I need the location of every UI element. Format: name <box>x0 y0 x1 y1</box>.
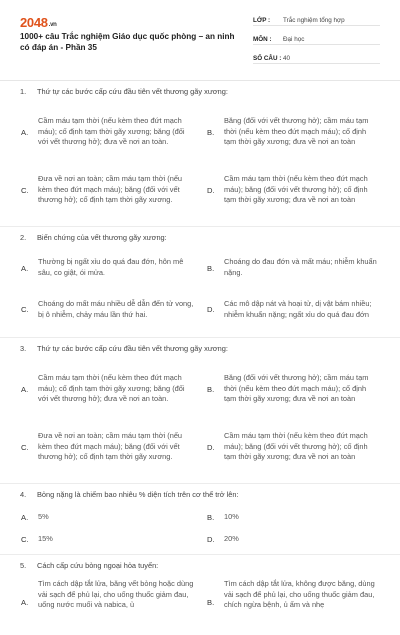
option-text: Cầm máu tạm thời (nếu kèm theo đứt mạch máu); băng (đối với vết thương hở); cố định tạm thời gãy xương; đưa về nơi an toàn <box>224 430 368 462</box>
option-text: Cầm máu tạm thời (nếu kèm theo đứt mạch máu); cố định tạm thời gãy xương; băng (đối với vết thương hở); đưa về nơi an toàn. <box>38 115 185 147</box>
option-text: 5% <box>38 511 49 521</box>
meta-label: LỚP : <box>253 16 271 24</box>
question-number: 4. <box>20 490 27 499</box>
option-text: Tìm cách dập tắt lửa, không được băng, dùng vải sạch để phủ lại, cho uống thuốc giảm đau, chích ngừa bệnh, ủ ấm và nhẹ <box>224 579 375 610</box>
option-text: Băng (đối với vết thương hở); cầm máu tạm thời (nếu kèm theo đứt mạch máu); cố định tạm thời gãy xương; đưa về nơi an toàn <box>224 115 369 147</box>
option-letter: A. <box>21 512 29 522</box>
option-text: Thường bị ngất xỉu do quá đau đớn, hôn mê sâu, co giật, ói mửa. <box>38 257 184 277</box>
question-text: Thứ tự các bước cấp cứu đầu tiên vết thương gãy xương: <box>37 87 228 96</box>
option-text: Cầm máu tạm thời (nếu kèm theo đứt mạch máu); băng (đối với vết thương hở); cố định tạm thời gãy xương; đưa về nơi an toàn <box>224 173 368 205</box>
question-4 <box>0 484 400 555</box>
option-text: Tìm cách dập tắt lửa, băng vết bỏng hoặc dùng vải sạch để phủ lại, cho uống thuốc giảm đau, uống nước muối và nabica, ủ <box>38 579 194 610</box>
option-a[interactable] <box>20 249 194 287</box>
question-2 <box>0 227 400 338</box>
question-3 <box>0 338 400 484</box>
question-number: 2. <box>20 233 27 242</box>
meta-value: Trắc nghiệm tổng hợp <box>283 16 345 24</box>
option-b[interactable] <box>206 249 380 287</box>
option-b[interactable] <box>206 577 380 635</box>
option-letter: B. <box>207 598 215 607</box>
option-letter: C. <box>21 442 29 452</box>
option-b[interactable] <box>206 360 380 418</box>
meta-value: Đại học <box>283 35 305 43</box>
question-number: 5. <box>20 561 27 570</box>
option-d[interactable] <box>206 418 380 476</box>
question-number: 1. <box>20 87 27 96</box>
logo-suffix: .vn <box>48 22 57 28</box>
option-letter: B. <box>207 127 215 137</box>
meta-panel <box>253 12 380 69</box>
option-b[interactable] <box>206 506 380 528</box>
option-letter: A. <box>21 263 29 273</box>
option-text: Cầm máu tạm thời (nếu kèm theo đứt mạch máu); cố định tạm thời gãy xương; băng (đối với vết thương hở); đưa về nơi an toàn. <box>38 372 185 404</box>
option-d[interactable] <box>206 161 380 219</box>
option-letter: C. <box>21 305 29 314</box>
meta-row-class <box>253 12 380 26</box>
option-letter: C. <box>21 185 29 195</box>
question-text: Biến chứng của vết thương gãy xương: <box>37 233 167 242</box>
meta-value: 40 <box>283 54 291 62</box>
option-d[interactable] <box>206 287 380 332</box>
option-letter: D. <box>207 534 215 544</box>
meta-label: MÔN : <box>253 35 272 43</box>
option-a[interactable] <box>20 360 194 418</box>
option-letter: B. <box>207 384 215 394</box>
option-letter: C. <box>21 534 29 544</box>
question-text: Bỏng nặng là chiếm bao nhiêu % diện tích trên cơ thể trở lên: <box>37 490 239 499</box>
option-text: 20% <box>224 533 239 543</box>
question-text: Cách cấp cứu bỏng ngoại hỏa tuyến: <box>37 561 159 570</box>
logo-main: 2048 <box>20 15 48 30</box>
option-a[interactable] <box>20 577 194 635</box>
option-c[interactable] <box>20 287 194 332</box>
option-a[interactable] <box>20 506 194 528</box>
option-d[interactable] <box>206 528 380 550</box>
option-a[interactable] <box>20 103 194 161</box>
meta-label: SỐ CÂU : <box>253 54 282 62</box>
option-c[interactable] <box>20 418 194 476</box>
meta-row-count <box>253 50 380 64</box>
option-text: 15% <box>38 533 53 543</box>
option-letter: B. <box>207 263 215 273</box>
option-letter: A. <box>21 127 29 137</box>
page-title: 1000+ câu Trắc nghiệm Giáo dục quốc phòng – an ninh có đáp án - Phần 35 <box>20 32 235 53</box>
option-letter: D. <box>207 305 215 314</box>
meta-row-subject <box>253 31 380 45</box>
option-text: Đưa về nơi an toàn; cầm máu tạm thời (nếu kèm theo đứt mạch máu); băng (đối với vết thương hở); cố định tạm thời gãy xương. <box>38 173 183 205</box>
option-letter: A. <box>21 384 29 394</box>
option-text: Choáng do mất máu nhiều dễ dẫn đến tử vong, bị ô nhiễm, chảy máu lần thứ hai. <box>38 298 194 319</box>
option-text: Các mô dập nát và hoại tử, dị vật bám nhiều; nhiễm khuẩn nặng; ngất xỉu do quá đau đớn <box>224 298 372 319</box>
option-text: Băng (đối với vết thương hở); cầm máu tạm thời (nếu kèm theo đứt mạch máu); cố định tạm thời gãy xương; đưa về nơi an toàn <box>224 372 369 404</box>
question-5 <box>0 555 400 625</box>
option-letter: D. <box>207 442 215 452</box>
question-number: 3. <box>20 344 27 353</box>
option-c[interactable] <box>20 161 194 219</box>
question-text: Thứ tự các bước cấp cứu đầu tiên vết thương gãy xương: <box>37 344 228 353</box>
question-1 <box>0 81 400 227</box>
question-list <box>0 80 400 625</box>
page-header <box>0 0 400 78</box>
option-letter: A. <box>21 598 29 607</box>
option-b[interactable] <box>206 103 380 161</box>
option-letter: B. <box>207 512 215 522</box>
option-letter: D. <box>207 185 215 195</box>
option-text: Choáng do đau đớn và mất máu; nhiễm khuẩn nặng. <box>224 257 377 277</box>
option-text: Đưa về nơi an toàn; cầm máu tạm thời (nếu kèm theo đứt mạch máu); băng (đối với vết thương hở); cố định tạm thời gãy xương. <box>38 430 183 462</box>
option-text: 10% <box>224 511 239 521</box>
option-c[interactable] <box>20 528 194 550</box>
